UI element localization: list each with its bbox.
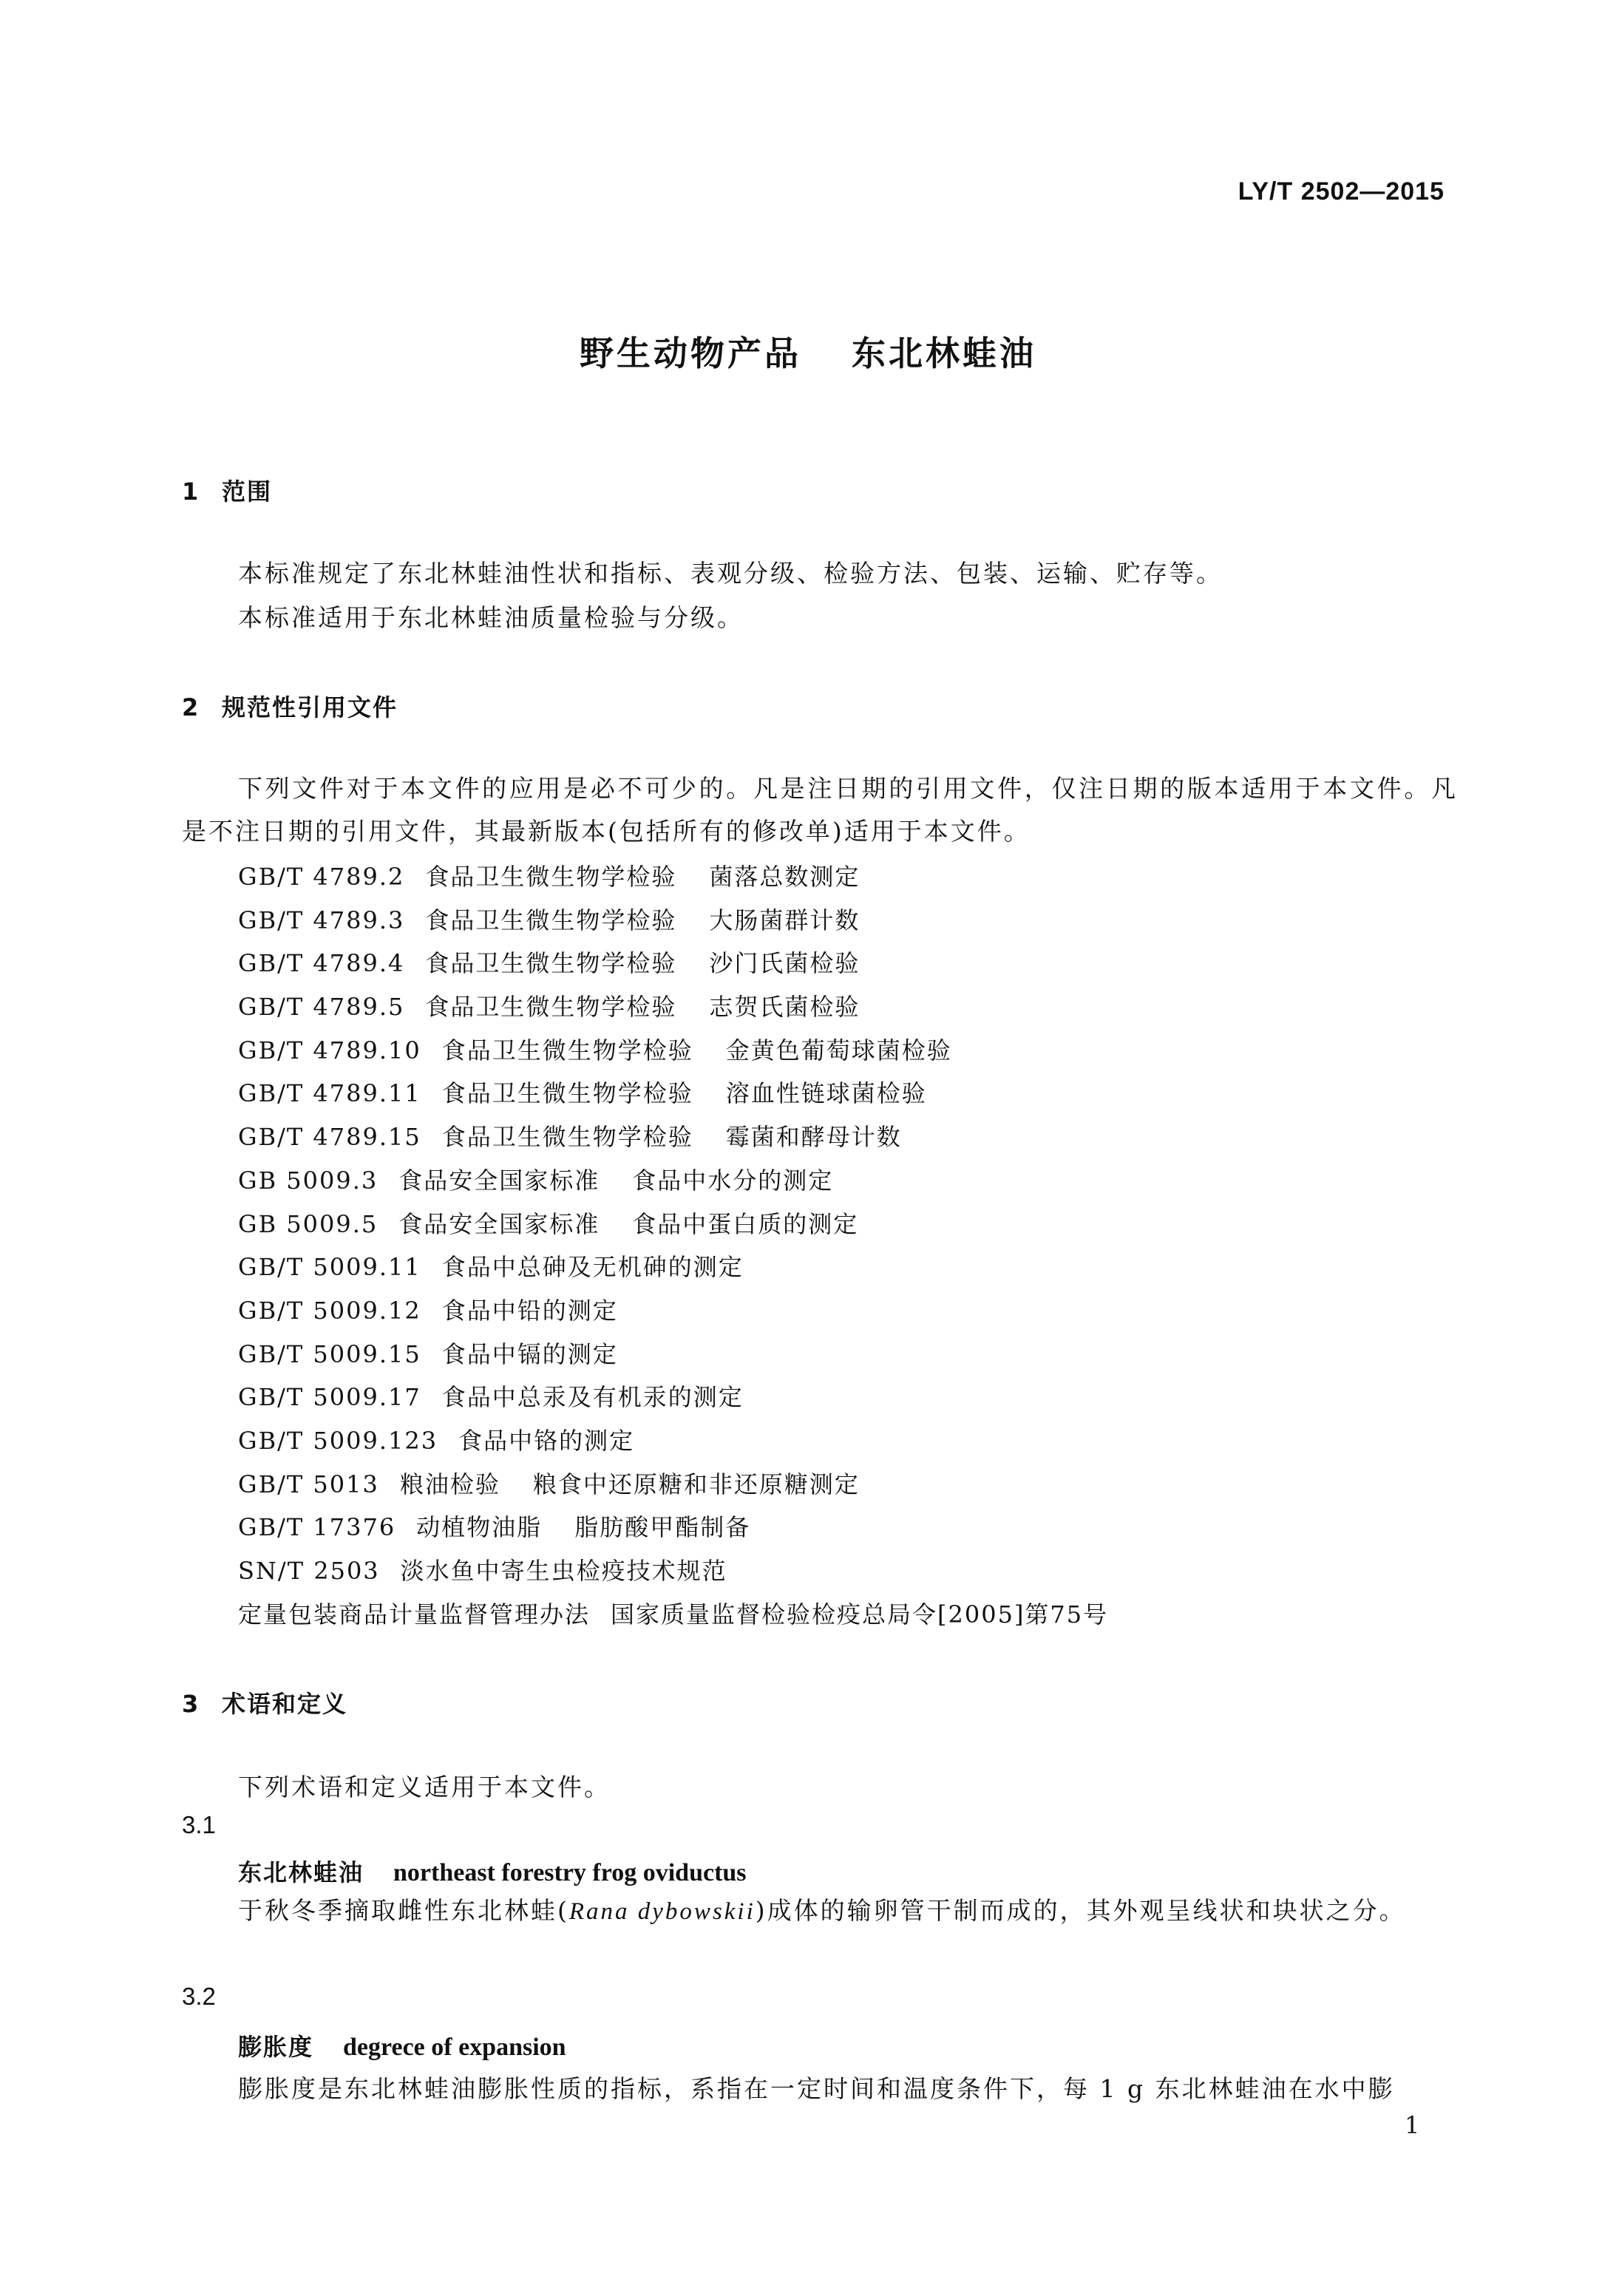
- reference-title: 食品卫生微生物学检验: [441, 1036, 693, 1064]
- reference-subtitle: 粮食中还原糖和非还原糖测定: [532, 1470, 860, 1498]
- section-2-heading: [182, 689, 398, 723]
- reference-code: GB/T 4789.10: [238, 1036, 421, 1064]
- definition-text: 于秋冬季摘取雌性东北林蛙(: [238, 1896, 569, 1925]
- reference-code: GB/T 5009.12: [238, 1296, 421, 1325]
- reference-code: GB/T 17376: [238, 1513, 396, 1542]
- reference-code: GB/T 4789.3: [238, 906, 405, 934]
- terms-intro: 下列术语和定义适用于本文件。: [238, 1773, 611, 1801]
- definition-text: )成体的输卵管干制而成的，其外观呈线状和块状之分。: [755, 1896, 1406, 1925]
- reference-subtitle: 食品中水分的测定: [632, 1166, 834, 1195]
- title-part-2: 东北林蛙油: [852, 333, 1036, 373]
- reference-title: 食品卫生微生物学检验: [425, 949, 677, 978]
- reference-item: [238, 1593, 1141, 1637]
- reference-code: GB 5009.3: [238, 1166, 378, 1195]
- reference-code: GB/T 5009.123: [238, 1426, 438, 1455]
- refs-intro-paragraph: 下列文件对于本文件的应用是必不可少的。凡是注日期的引用文件，仅注日期的版本适用于本文件。凡是不注日期的引用文件，其最新版本(包括所有的修改单)适用于本文件。: [182, 774, 1458, 846]
- reference-title: 食品卫生微生物学检验: [441, 1123, 693, 1152]
- reference-item: [238, 1463, 1141, 1507]
- term-number: 3.2: [182, 1983, 216, 2010]
- reference-code: GB/T 5009.11: [238, 1253, 421, 1282]
- reference-subtitle: 金黄色葡萄球菌检验: [725, 1036, 952, 1064]
- reference-title: 食品中总汞及有机汞的测定: [441, 1383, 744, 1412]
- reference-code: GB/T 5009.17: [238, 1383, 421, 1412]
- reference-subtitle: 大肠菌群计数: [709, 906, 860, 934]
- reference-subtitle: 霉菌和酵母计数: [725, 1123, 902, 1152]
- reference-code: 定量包装商品计量监督管理办法: [238, 1600, 591, 1628]
- term-chinese: 东北林蛙油: [238, 1858, 364, 1886]
- section-3-heading: [182, 1685, 347, 1719]
- reference-item: [238, 855, 1141, 899]
- section-title: 范围: [222, 478, 273, 506]
- reference-code: SN/T 2503: [238, 1557, 380, 1585]
- page-number: 1: [1405, 2111, 1420, 2139]
- reference-title: 食品卫生微生物学检验: [441, 1079, 693, 1108]
- reference-title: 食品中镉的测定: [441, 1339, 618, 1368]
- reference-item: [238, 1506, 1141, 1549]
- title-part-1: 野生动物产品: [580, 333, 801, 373]
- reference-item: [238, 1159, 1141, 1203]
- reference-list: [238, 855, 1141, 1636]
- term-chinese: 膨胀度: [238, 2033, 314, 2061]
- reference-item: [238, 1115, 1141, 1159]
- reference-title: 食品卫生微生物学检验: [425, 863, 677, 891]
- reference-item: [238, 1072, 1141, 1115]
- term-english: degrece of expansion: [343, 2034, 566, 2061]
- latin-species-name: Rana dybowskii: [568, 1898, 756, 1925]
- reference-item: [238, 1333, 1141, 1376]
- section-number: 3: [182, 1690, 200, 1718]
- standard-code: LY/T 2502—2015: [1238, 177, 1444, 206]
- reference-title: 食品卫生微生物学检验: [425, 993, 677, 1022]
- section-number: 1: [182, 478, 200, 506]
- reference-item: [238, 1289, 1141, 1333]
- reference-code: GB/T 5009.15: [238, 1339, 421, 1368]
- reference-item: [238, 1029, 1141, 1073]
- reference-title: 动植物油脂: [416, 1513, 543, 1542]
- reference-subtitle: 溶血性链球菌检验: [725, 1079, 927, 1108]
- section-title: 术语和定义: [222, 1690, 348, 1718]
- reference-code: GB/T 4789.11: [238, 1079, 421, 1108]
- reference-item: [238, 1549, 1141, 1593]
- reference-item: [238, 985, 1141, 1029]
- reference-item: [238, 1203, 1141, 1246]
- reference-title: 国家质量监督检验检疫总局令[2005]第75号: [611, 1600, 1109, 1628]
- term-number: 3.1: [182, 1811, 216, 1838]
- reference-title: 食品中铬的测定: [458, 1426, 635, 1455]
- reference-subtitle: 脂肪酸甲酯制备: [574, 1513, 751, 1542]
- reference-code: GB/T 5013: [238, 1470, 379, 1498]
- reference-title: 食品安全国家标准: [398, 1166, 600, 1195]
- reference-code: GB 5009.5: [238, 1209, 378, 1238]
- reference-title: 食品安全国家标准: [398, 1209, 600, 1238]
- scope-paragraph-2: 本标准适用于东北林蛙油质量检验与分级。: [238, 603, 744, 632]
- section-1-heading: [182, 473, 272, 507]
- reference-code: GB/T 4789.4: [238, 949, 405, 978]
- reference-title: 食品中铅的测定: [441, 1296, 618, 1325]
- term-english: northeast forestry frog oviductus: [393, 1859, 747, 1886]
- reference-code: GB/T 4789.15: [238, 1123, 421, 1152]
- reference-item: [238, 1376, 1141, 1419]
- term-heading: [238, 2028, 566, 2062]
- reference-subtitle: 菌落总数测定: [709, 863, 860, 891]
- reference-subtitle: 食品中蛋白质的测定: [632, 1209, 859, 1238]
- term-heading: [238, 1854, 747, 1888]
- term-definition: [182, 1889, 1458, 1933]
- reference-item: [238, 1419, 1141, 1463]
- reference-title: 食品中总砷及无机砷的测定: [441, 1253, 744, 1282]
- reference-subtitle: 沙门氏菌检验: [709, 949, 860, 978]
- reference-title: 淡水鱼中寄生虫检疫技术规范: [400, 1557, 727, 1585]
- reference-title: 食品卫生微生物学检验: [425, 906, 677, 934]
- term-definition: 膨胀度是东北林蛙油膨胀性质的指标，系指在一定时间和温度条件下，每 1 g 东北林蛙油在水中膨: [238, 2074, 1395, 2103]
- reference-code: GB/T 4789.2: [238, 863, 405, 891]
- document-title: [0, 327, 1616, 376]
- reference-item: [238, 1246, 1141, 1289]
- reference-code: GB/T 4789.5: [238, 993, 405, 1022]
- section-title: 规范性引用文件: [222, 693, 398, 721]
- reference-title: 粮油检验: [399, 1470, 500, 1498]
- scope-paragraph-1: 本标准规定了东北林蛙油性状和指标、表观分级、检验方法、包装、运输、贮存等。: [238, 559, 1223, 588]
- section-number: 2: [182, 693, 200, 721]
- reference-item: [238, 942, 1141, 985]
- reference-subtitle: 志贺氏菌检验: [709, 993, 860, 1022]
- reference-item: [238, 899, 1141, 942]
